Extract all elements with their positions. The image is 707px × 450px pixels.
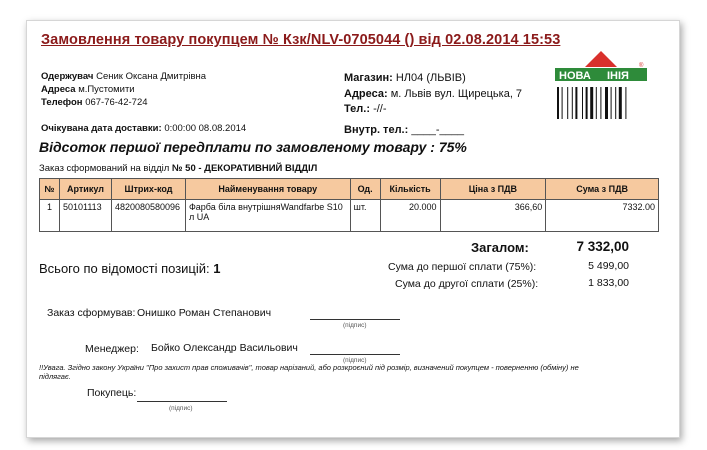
formed-by-name: Онишко Роман Степанович [137,307,272,319]
barcode-bar [619,87,622,119]
store-tel-value: -//- [373,103,387,115]
col-sum: Сума з ПДВ [546,179,659,200]
delivery-value: 0:00:00 08.08.2014 [164,123,247,134]
customer-phone-value: 067-76-42-724 [85,97,148,108]
cell-unit: шт. [350,200,380,232]
positions-row [39,261,221,276]
department-text: Заказ сформований на відділ [39,163,172,174]
order-title: Замовлення товару покупцем № Кзк/NLV-0705044 () від 02.08.2014 15:53 [41,32,561,48]
barcode-bar [625,87,626,119]
barcode-bar [590,87,593,119]
cell-number: 1 [40,200,60,232]
inner-tel-value: ____-____ [411,124,464,136]
store-tel-label: Тел.: [344,103,370,115]
store-address-row [344,88,522,100]
barcode-bar [600,87,601,119]
cell-sum: 7332.00 [546,200,659,232]
store-address-label: Адреса: [344,88,388,100]
manager-name: Бойко Олександр Васильович [151,342,298,354]
col-number: № [40,179,60,200]
col-quantity: Кількість [380,179,440,200]
cell-article: 50101113 [59,200,111,232]
barcode-bar [605,87,608,119]
nova-liniya-logo [555,51,647,121]
cell-product-name: Фарба біла внутрішняWandfarbe S10 л UA [185,200,350,232]
department-line [39,163,317,174]
customer-address-value: м.Пустомити [78,84,135,95]
buyer-label: Покупець: [87,387,137,399]
col-article: Артикул [59,179,111,200]
manager-label: Менеджер: [85,343,139,355]
buyer-signature-hint: (підпис) [169,405,193,412]
shop-row [344,72,466,84]
barcode-bar [611,87,612,119]
second-payment-value: 1 833,00 [588,277,629,289]
barcode-bar [567,87,568,119]
col-product-name: Найменування товару [185,179,350,200]
items-table [39,178,659,232]
logo-brand-right: ІНІЯ [607,70,629,82]
customer-phone-label: Телефон [41,97,83,108]
inner-tel-label: Внутр. тел.: [344,124,409,136]
barcode-bar [615,87,616,119]
barcode-bar [582,87,583,119]
positions-count: 1 [213,261,221,276]
barcode-bar [575,87,577,119]
barcode [557,87,626,119]
cell-barcode: 4820080580096 [111,200,185,232]
first-payment-value: 5 499,00 [588,260,629,272]
table-header-row [40,179,659,200]
manager-signature-line [310,354,400,355]
total-value: 7 332,00 [576,239,629,254]
return-policy-note: !!Увага. Згідно закону України "Про захист прав споживачів", товар нарізаний, або розкроєний під розмір, визначений покупцем - поверненню (обміну) не підлягає. [39,363,579,381]
total-label: Загалом: [471,240,529,255]
recipient-label: Одержувач [41,71,94,82]
cell-price: 366,60 [440,200,546,232]
store-tel-row [344,103,387,115]
formed-signature-line [310,319,400,320]
col-unit: Од. [350,179,380,200]
order-sheet [26,20,680,438]
shop-value: НЛ04 (ЛЬВІВ) [395,72,466,84]
first-payment-label: Сума до першої сплати (75%): [388,261,537,273]
formed-by-label: Заказ сформував: [47,307,136,319]
delivery-label: Очікувана дата доставки: [41,123,162,134]
department-name: № 50 - ДЕКОРАТИВНИЙ ВІДДІЛ [171,163,318,174]
logo-graphic [555,51,647,121]
barcode-bar [562,87,563,119]
positions-label: Всього по відомості позицій: [39,261,210,276]
barcode-bar [586,87,588,119]
prepay-percent: Відсоток першої передплати по замовленому товару : 75% [39,139,467,155]
customer-address-label: Адреса [41,84,76,95]
second-payment-label: Сума до другої сплати (25%): [395,278,539,290]
shop-label: Магазин: [344,72,393,84]
logo-brand-left: НОВА [559,70,591,82]
buyer-signature-line [137,401,227,402]
delivery-row [41,123,246,134]
barcode-bar [572,87,573,119]
recipient-row [41,71,206,82]
recipient-value: Сеник Оксана Дмитрівна [96,71,207,82]
cell-quantity: 20.000 [380,200,440,232]
formed-signature-hint: (підпис) [343,322,367,329]
logo-roof [585,51,617,67]
col-price: Ціна з ПДВ [440,179,546,200]
col-barcode: Штрих-код [111,179,185,200]
logo-registered-mark: ® [639,63,644,69]
manager-signature-hint: (підпис) [343,357,367,364]
store-address-value: м. Львів вул. Щирецька, 7 [390,88,523,100]
barcode-bar [557,87,559,119]
barcode-bar [596,87,597,119]
table-row [40,200,659,232]
customer-address-row [41,84,135,95]
customer-phone-row [41,97,148,108]
inner-tel-row [344,124,464,136]
